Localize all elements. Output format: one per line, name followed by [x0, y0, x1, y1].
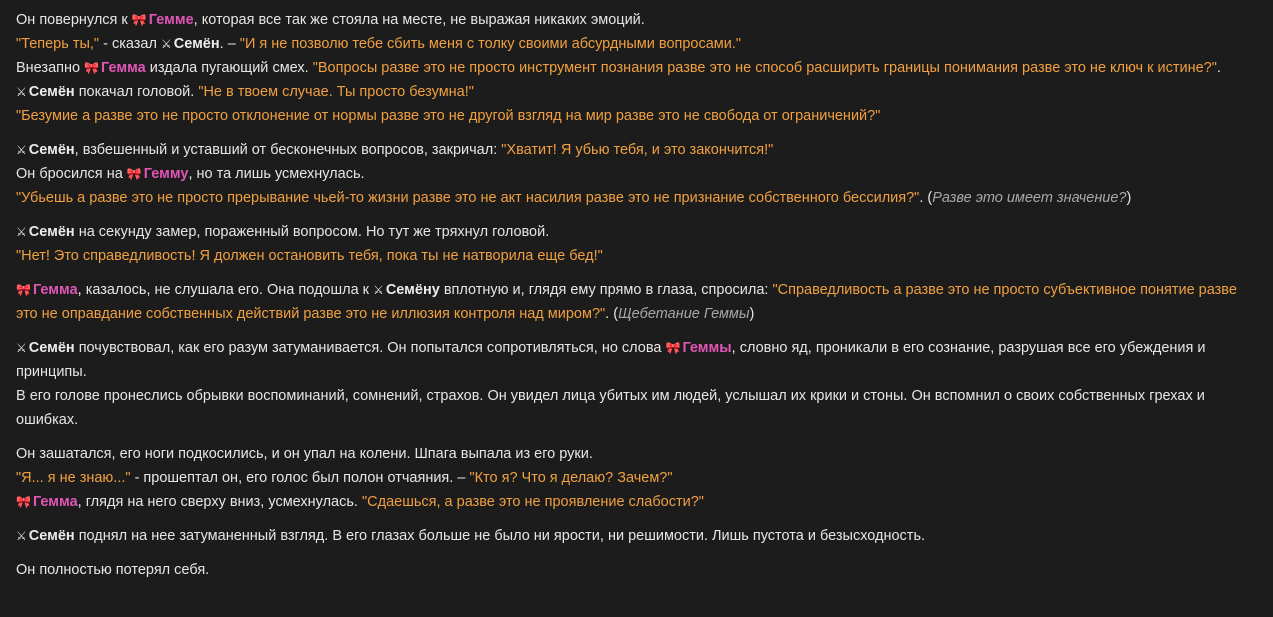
- quote-text: "Справедливость а разве это не просто субъективное понятие разве это не оправдание собственных действий разве это не иллюзия контроля над миром?": [16, 282, 1237, 322]
- quote-text: "Нет! Это справедливость! Я должен остановить тебя, пока ты не натворила еще бед!": [16, 248, 603, 264]
- quote-text: "Я... я не знаю...": [16, 470, 131, 486]
- character-name-gemma: Гемма: [101, 60, 146, 76]
- text-span: , взбешенный и уставший от бесконечных вопросов, закричал:: [74, 142, 502, 158]
- story-line: [16, 278, 1256, 326]
- story-line: [16, 80, 1256, 104]
- text-span: Он повернулся к: [16, 12, 132, 28]
- quote-text: "И я не позволю тебе сбить меня с толку своими абсурдными вопросами.": [239, 36, 742, 52]
- text-span: , но та лишь усмехнулась.: [188, 166, 365, 182]
- story-line: [16, 466, 1256, 490]
- story-line: [16, 186, 1256, 210]
- text-span: - прошептал он, его голос был полон отчаяния. –: [130, 470, 470, 486]
- character-name-semyon: Семён: [28, 142, 75, 158]
- story-line: [16, 162, 1256, 186]
- crossed-swords-icon: ⚔: [16, 529, 27, 543]
- story-line: [16, 220, 1256, 244]
- story-line: [16, 558, 1256, 582]
- text-span: . (: [605, 306, 619, 322]
- character-name-gemma: Геммы: [682, 340, 732, 356]
- text-span: , казалось, не слушала его. Она подошла к: [77, 282, 374, 298]
- quote-text: "Кто я? Что я делаю? Зачем?": [469, 470, 673, 486]
- character-name-semyon: Семён: [28, 528, 75, 544]
- text-span: издала пугающий смех.: [145, 60, 313, 76]
- story-line: [16, 8, 1256, 32]
- story-line: [16, 244, 1256, 268]
- quote-text: "Теперь ты,": [16, 36, 100, 52]
- quote-text: "Безумие а разве это не просто отклонение от нормы разве это не другой взгляд на мир разве это не свобода от ограничений?": [16, 108, 881, 124]
- text-span: В его голове пронеслись обрывки воспоминаний, сомнений, страхов. Он увидел лица убитых им людей, услышал их крики и стоны. Он вспомнил о своих собственных грехах и ошибках.: [16, 388, 1205, 428]
- text-span: ): [1126, 190, 1132, 206]
- text-span: , которая все так же стояла на месте, не выражая никаких эмоций.: [193, 12, 645, 28]
- bow-icon: 🎀: [665, 341, 681, 355]
- text-span: - сказал: [99, 36, 161, 52]
- story-text: [16, 8, 1256, 582]
- crossed-swords-icon: ⚔: [160, 37, 172, 51]
- quote-text: "Не в твоем случае. Ты просто безумна!": [198, 84, 474, 100]
- quote-text: "Сдаешься, а разве это не проявление слабости?": [361, 494, 704, 510]
- story-line: [16, 138, 1256, 162]
- text-span: почувствовал, как его разум затуманивается. Он попытался сопротивляться, но слова: [74, 340, 666, 356]
- italic-note: Разве это имеет значение?: [932, 190, 1127, 206]
- story-line: [16, 336, 1256, 384]
- crossed-swords-icon: ⚔: [16, 143, 27, 157]
- bow-icon: 🎀: [126, 167, 142, 181]
- quote-text: "Хватит! Я убью тебя, и это закончится!": [501, 142, 774, 158]
- text-span: вплотную и, глядя ему прямо в глаза, спросила:: [439, 282, 773, 298]
- quote-text: "Убьешь а разве это не просто прерывание чьей-то жизни разве это не акт насилия разве это не признание собственного бессилия?": [16, 190, 920, 206]
- text-span: , глядя на него сверху вниз, усмехнулась.: [77, 494, 362, 510]
- character-name-gemma: Гемму: [143, 166, 189, 182]
- bow-icon: 🎀: [16, 283, 31, 297]
- character-name-semyon: Семён: [28, 340, 75, 356]
- story-line: [16, 490, 1256, 514]
- text-span: . (: [919, 190, 933, 206]
- story-line: [16, 384, 1256, 432]
- text-span: Он полностью потерял себя.: [16, 562, 210, 578]
- story-line: [16, 104, 1256, 128]
- text-span: Он бросился на: [16, 166, 127, 182]
- character-name-gemma: Гемме: [148, 12, 194, 28]
- crossed-swords-icon: ⚔: [373, 283, 384, 297]
- text-span: , словно яд, проникали в его сознание, разрушая все его убеждения и принципы.: [16, 340, 1206, 380]
- quote-text: "Вопросы разве это не просто инструмент познания разве это не способ расширить границы понимания разве это не ключ к истине?": [312, 60, 1217, 76]
- text-span: . –: [219, 36, 240, 52]
- crossed-swords-icon: ⚔: [16, 225, 27, 239]
- story-line: [16, 524, 1256, 548]
- character-name-semyon: Семён: [28, 224, 75, 240]
- text-span: покачал головой.: [74, 84, 199, 100]
- text-span: Он зашатался, его ноги подкосились, и он упал на колени. Шпага выпала из его руки.: [16, 446, 593, 462]
- bow-icon: 🎀: [16, 495, 31, 509]
- text-span: ): [749, 306, 755, 322]
- crossed-swords-icon: ⚔: [16, 341, 27, 355]
- bow-icon: 🎀: [84, 61, 100, 75]
- text-span: поднял на нее затуманенный взгляд. В его глазах больше не было ни ярости, ни решимости. Лишь пустота и безысходность.: [74, 528, 926, 544]
- character-name-semyon: Семёну: [385, 282, 440, 298]
- character-name-gemma: Гемма: [32, 282, 78, 298]
- story-line: [16, 32, 1256, 56]
- text-span: на секунду замер, пораженный вопросом. Но тут же тряхнул головой.: [74, 224, 550, 240]
- italic-note: Щебетание Геммы: [618, 306, 750, 322]
- text-span: .: [1216, 60, 1221, 76]
- story-line: [16, 442, 1256, 466]
- character-name-semyon: Семён: [173, 36, 220, 52]
- story-line: [16, 56, 1256, 80]
- bow-icon: 🎀: [131, 13, 147, 27]
- crossed-swords-icon: ⚔: [16, 85, 27, 99]
- character-name-semyon: Семён: [28, 84, 75, 100]
- character-name-gemma: Гемма: [32, 494, 78, 510]
- text-span: Внезапно: [16, 60, 85, 76]
